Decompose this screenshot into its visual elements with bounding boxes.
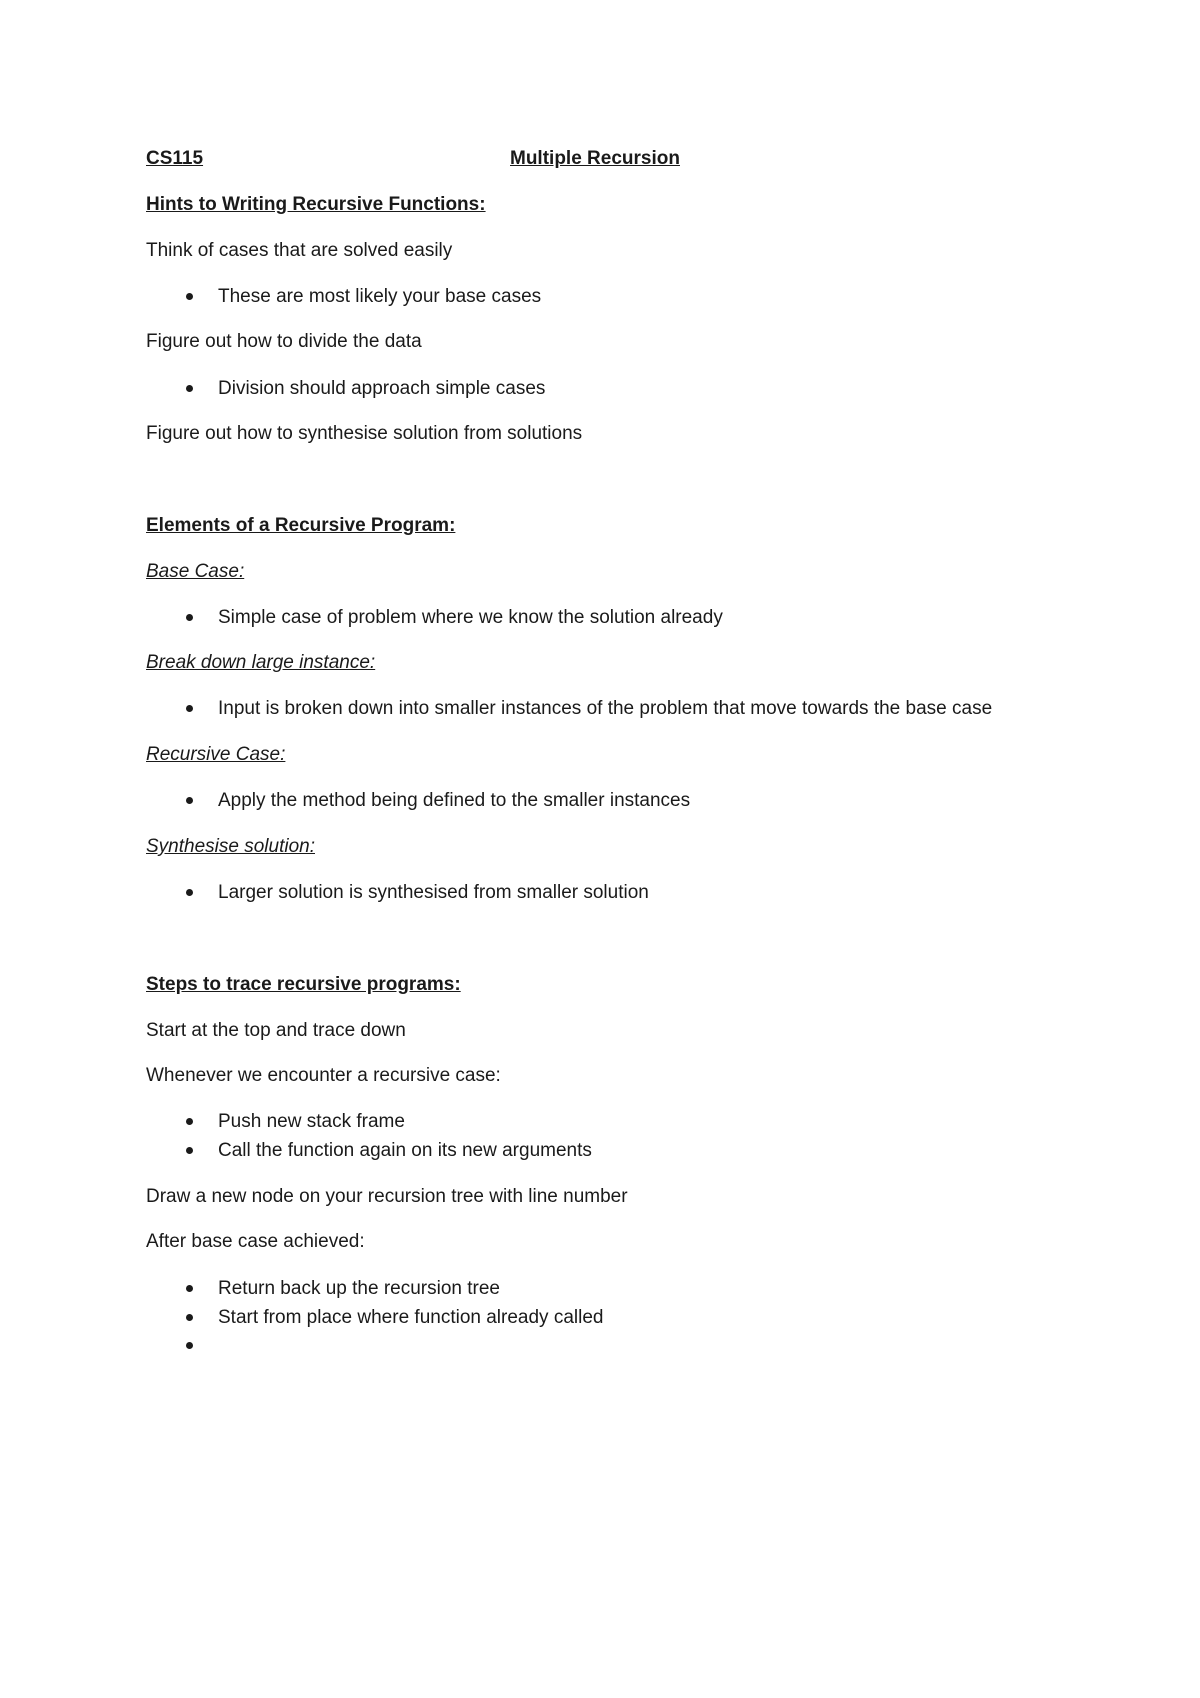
subhead-break-down: Break down large instance:: [146, 652, 376, 673]
hint-line: Figure out how to synthesise solution from solutions: [146, 423, 583, 444]
bullet-dot: [186, 1342, 193, 1349]
bullet-dot: [186, 1285, 193, 1292]
section-elements-heading: Elements of a Recursive Program:: [146, 515, 456, 536]
bullet-text: These are most likely your base cases: [218, 286, 542, 307]
section-steps-heading: Steps to trace recursive programs:: [146, 974, 461, 995]
step-line: After base case achieved:: [146, 1231, 365, 1252]
subhead-synthesise: Synthesise solution:: [146, 836, 315, 857]
bullet-text: Simple case of problem where we know the solution already: [218, 607, 723, 628]
bullet-text: Push new stack frame: [218, 1111, 405, 1132]
document-title: Multiple Recursion: [510, 148, 680, 169]
hint-line: Figure out how to divide the data: [146, 331, 422, 352]
bullet-text: Input is broken down into smaller instances of the problem that move towards the base case: [218, 698, 993, 719]
step-line: Whenever we encounter a recursive case:: [146, 1065, 501, 1086]
section-hints-heading: Hints to Writing Recursive Functions:: [146, 194, 486, 215]
bullet-dot: [186, 797, 193, 804]
bullet-dot: [186, 614, 193, 621]
course-code: CS115: [146, 148, 204, 169]
bullet-text: Larger solution is synthesised from smaller solution: [218, 882, 649, 903]
bullet-dot: [186, 1314, 193, 1321]
bullet-dot: [186, 889, 193, 896]
bullet-dot: [186, 293, 193, 300]
bullet-text: Start from place where function already called: [218, 1307, 604, 1328]
bullet-text: Return back up the recursion tree: [218, 1278, 500, 1299]
bullet-dot: [186, 705, 193, 712]
subhead-base-case: Base Case:: [146, 561, 245, 582]
subhead-recursive-case: Recursive Case:: [146, 744, 286, 765]
step-line: Start at the top and trace down: [146, 1020, 406, 1041]
bullet-text: Apply the method being defined to the smaller instances: [218, 790, 691, 811]
bullet-dot: [186, 1147, 193, 1154]
step-line: Draw a new node on your recursion tree with line number: [146, 1186, 628, 1207]
bullet-text: Call the function again on its new arguments: [218, 1140, 592, 1161]
bullet-text: Division should approach simple cases: [218, 378, 546, 399]
hint-line: Think of cases that are solved easily: [146, 240, 453, 261]
bullet-dot: [186, 385, 193, 392]
bullet-dot: [186, 1118, 193, 1125]
